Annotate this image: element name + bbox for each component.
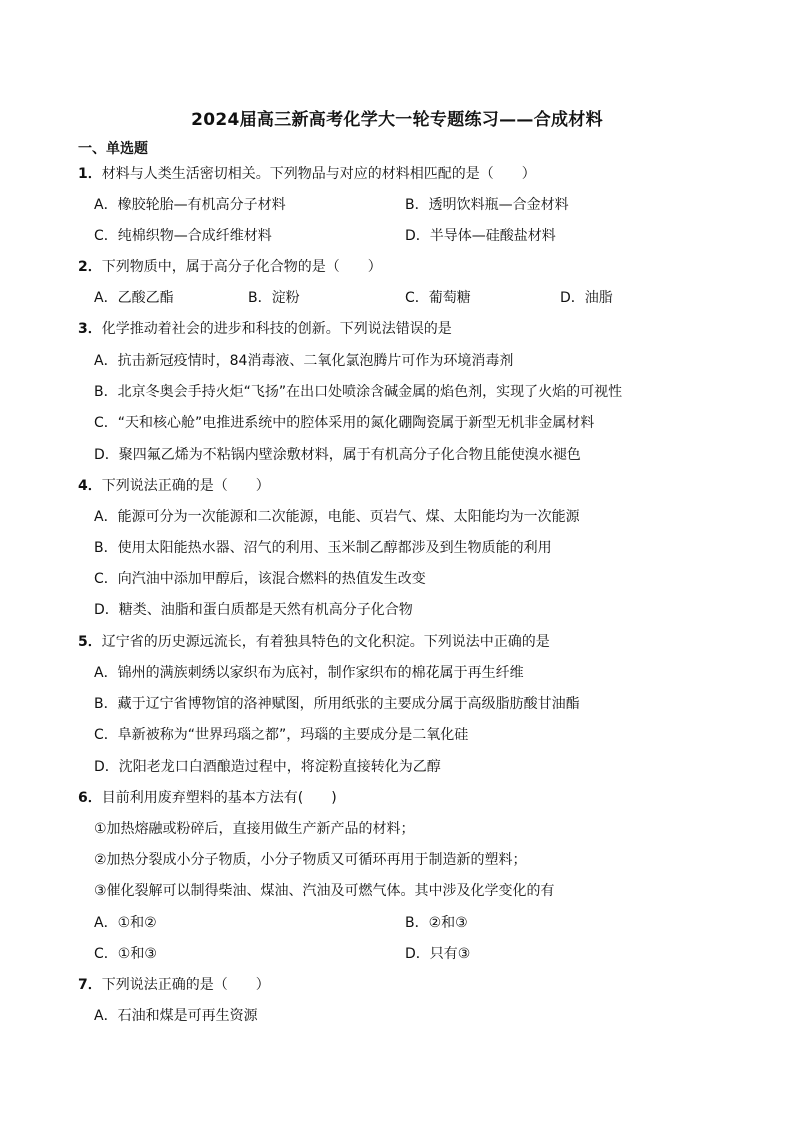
section-heading: 一、单选题	[78, 141, 148, 157]
q3-option-c: C．“天和核心舱”电推进系统中的腔体采用的氮化硼陶瓷属于新型无机非金属材料	[94, 415, 595, 431]
question-stem: 材料与人类生活密切相关。下列物品与对应的材料相匹配的是（ ）	[101, 166, 536, 182]
question-stem: 辽宁省的历史源远流长，有着独具特色的文化积淀。下列说法中正确的是	[101, 634, 550, 650]
q6-option-a: A．①和②	[94, 915, 157, 931]
question-number: 3．	[78, 321, 102, 337]
q4-option-a: A．能源可分为一次能源和二次能源，电能、页岩气、煤、太阳能均为一次能源	[94, 509, 580, 525]
question-number: 2．	[78, 259, 102, 275]
question-stem: 目前利用废弃塑料的基本方法有( )	[101, 790, 337, 806]
question-number: 7．	[78, 977, 102, 993]
question-number: 4．	[78, 478, 102, 494]
question-stem: 下列说法正确的是（ ）	[101, 977, 270, 993]
question-number: 6．	[78, 790, 102, 806]
question-number: 1．	[78, 166, 102, 182]
question-4	[78, 476, 270, 496]
question-6	[78, 788, 337, 808]
question-7	[78, 975, 270, 995]
question-1	[78, 164, 536, 184]
q1-option-b: B．透明饮料瓶—合金材料	[405, 197, 569, 213]
q5-option-b: B．藏于辽宁省博物馆的洛神赋图，所用纸张的主要成分属于高级脂肪酸甘油酯	[94, 696, 580, 712]
q6-item-1: ①加热熔融或粉碎后，直接用做生产新产品的材料；	[94, 821, 415, 837]
question-2	[78, 257, 382, 277]
q5-option-d: D．沈阳老龙口白酒酿造过程中，将淀粉直接转化为乙醇	[94, 759, 441, 775]
q4-option-d: D．糖类、油脂和蛋白质都是天然有机高分子化合物	[94, 602, 413, 618]
q6-option-d: D．只有③	[405, 946, 471, 962]
q5-option-c: C．阜新被称为“世界玛瑙之都”，玛瑙的主要成分是二氧化硅	[94, 727, 469, 743]
q1-option-d: D．半导体—硅酸盐材料	[405, 228, 556, 244]
q6-item-2: ②加热分裂成小分子物质，小分子物质又可循环再用于制造新的塑料；	[94, 852, 527, 868]
q2-option-a: A．乙酸乙酯	[94, 290, 174, 306]
q7-option-a: A．石油和煤是可再生资源	[94, 1008, 258, 1024]
q2-option-d: D．油脂	[560, 290, 613, 306]
question-stem: 化学推动着社会的进步和科技的创新。下列说法错误的是	[101, 321, 452, 337]
q6-item-3: ③催化裂解可以制得柴油、煤油、汽油及可燃气体。其中涉及化学变化的有	[94, 883, 555, 899]
q3-option-d: D．聚四氟乙烯为不粘锅内壁涂敷材料，属于有机高分子化合物且能使溴水褪色	[94, 447, 581, 463]
q1-option-c: C．纯棉织物—合成纤维材料	[94, 228, 272, 244]
q3-option-b: B．北京冬奥会手持火炬“飞扬”在出口处喷涂含碱金属的焰色剂，实现了火焰的可视性	[94, 384, 623, 400]
question-stem: 下列物质中，属于高分子化合物的是（ ）	[101, 259, 382, 275]
q2-option-c: C．葡萄糖	[405, 290, 471, 306]
question-5	[78, 632, 550, 652]
question-3	[78, 319, 452, 339]
q2-option-b: B．淀粉	[248, 290, 300, 306]
q3-option-a: A．抗击新冠疫情时，84消毒液、二氧化氯泡腾片可作为环境消毒剂	[94, 353, 514, 369]
question-number: 5．	[78, 634, 102, 650]
q5-option-a: A．锦州的满族刺绣以家织布为底衬，制作家织布的棉花属于再生纤维	[94, 665, 524, 681]
q1-option-a: A．橡胶轮胎—有机高分子材料	[94, 197, 286, 213]
question-stem: 下列说法正确的是（ ）	[101, 478, 270, 494]
q6-option-b: B．②和③	[405, 915, 468, 931]
q6-option-c: C．①和③	[94, 946, 157, 962]
q4-option-c: C．向汽油中添加甲醇后，该混合燃料的热值发生改变	[94, 571, 426, 587]
page-title: 2024届高三新高考化学大一轮专题练习——合成材料	[191, 110, 603, 130]
q4-option-b: B．使用太阳能热水器、沼气的利用、玉米制乙醇都涉及到生物质能的利用	[94, 540, 552, 556]
